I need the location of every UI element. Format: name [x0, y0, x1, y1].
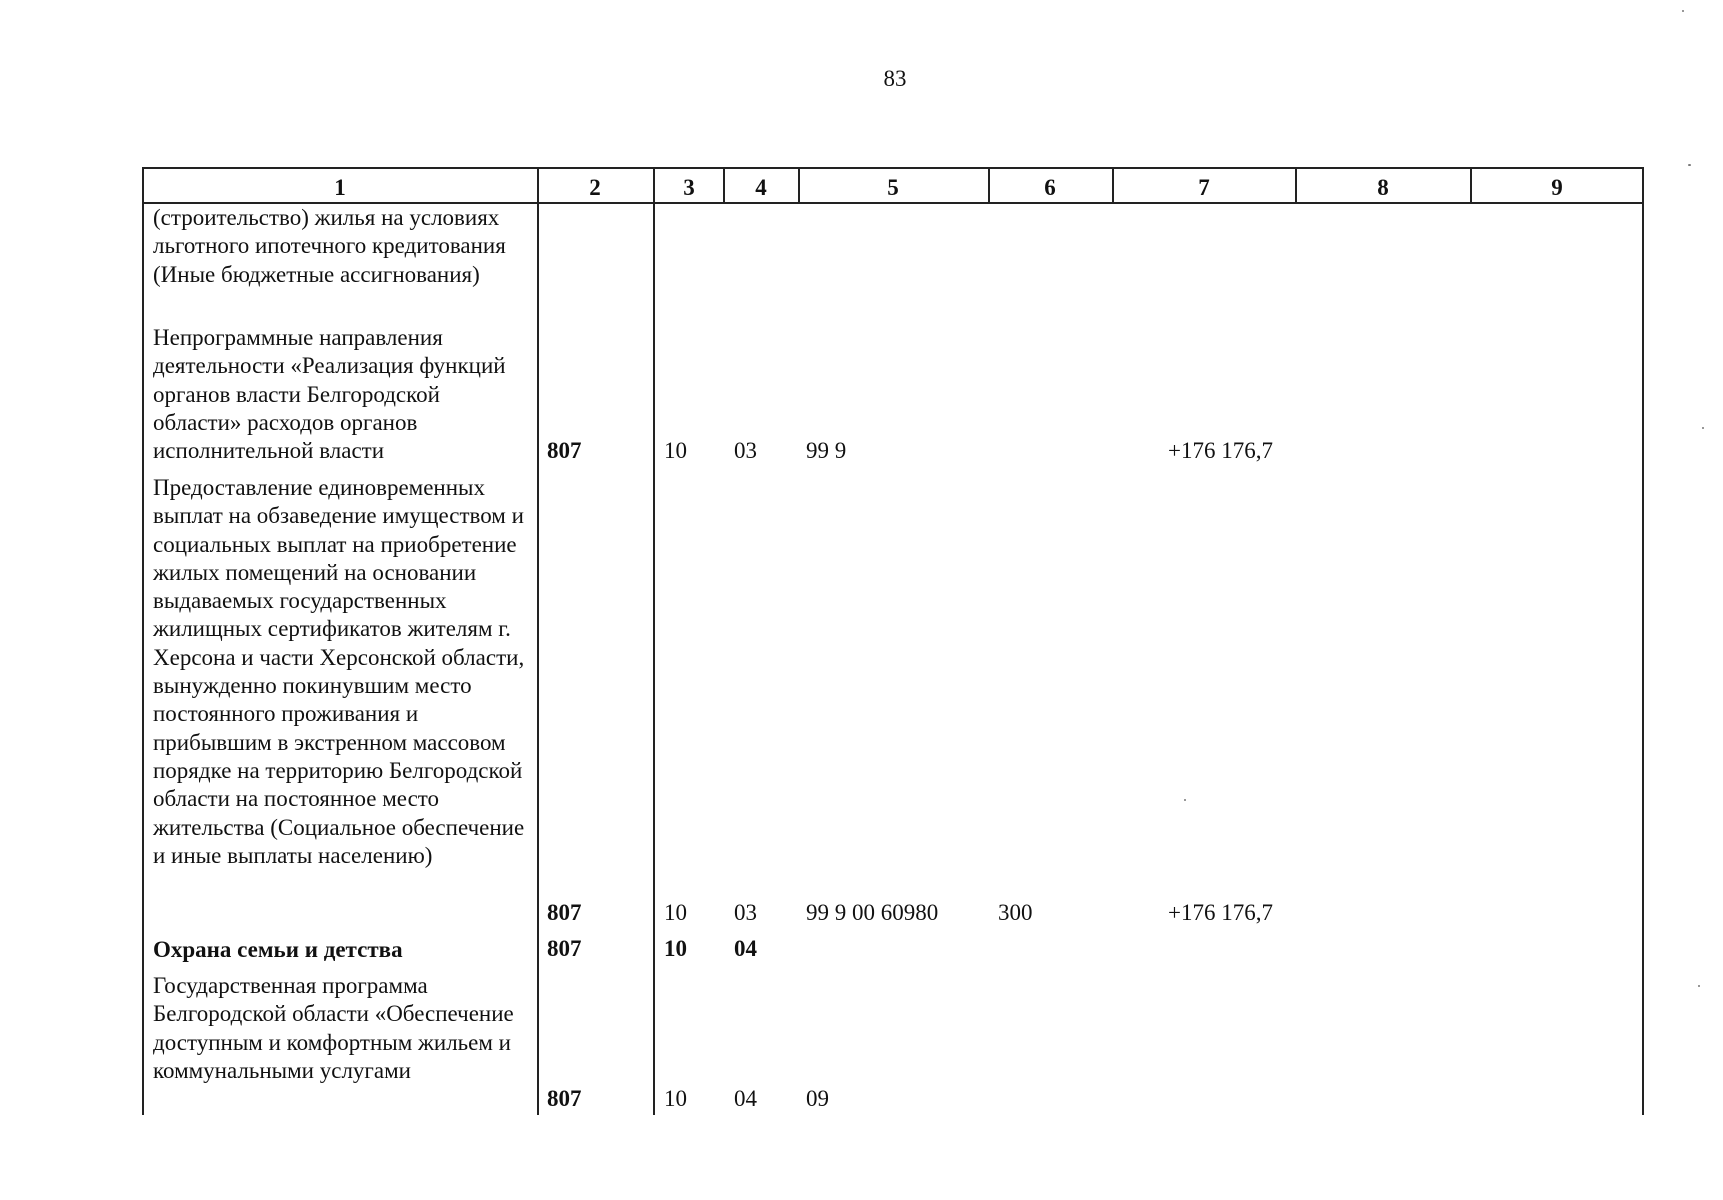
row-section: 10: [664, 936, 687, 961]
page-number: 83: [883, 66, 907, 91]
row-section: 10: [664, 1086, 687, 1111]
row-amount: +176 176,7: [1168, 438, 1273, 463]
column-divider: [723, 167, 725, 203]
column-divider: [798, 167, 800, 203]
row-target: 09: [806, 1086, 829, 1111]
column-divider: [1470, 167, 1472, 203]
column-header: 3: [683, 175, 695, 200]
column-divider: [988, 167, 990, 203]
row-target: 99 9: [806, 438, 847, 463]
column-header: 9: [1551, 175, 1563, 200]
row-description: (строительство) жилья на условиях льготного ипотечного кредитования (Иные бюджетные ассигнования): [153, 205, 506, 287]
row-subsection: 04: [734, 1086, 757, 1111]
row-amount: +176 176,7: [1168, 900, 1273, 925]
scan-speck: [1184, 799, 1186, 801]
row-subsection: 03: [734, 438, 757, 463]
scan-speck: [1688, 164, 1691, 166]
row-code: 807: [547, 936, 582, 961]
column-divider: [537, 167, 539, 1115]
column-divider: [653, 167, 655, 1115]
row-section: 10: [664, 438, 687, 463]
scan-speck: [1682, 10, 1684, 12]
column-header: 2: [589, 175, 601, 200]
scan-speck: [1698, 985, 1700, 987]
row-code: 807: [547, 1086, 582, 1111]
column-divider: [1112, 167, 1114, 203]
row-description: Предоставление единовременных выплат на обзаведение имуществом и социальных выплат на приобретение жилых помещений на основании выдаваемых государственных жилищных сертификатов жителям г. Херсона и части Херсонской области, вынужденно покинувшим место постоянного проживания и прибывшим в экстренном массовом порядке на территорию Белгородской области на постоянное место жительства (Социальное обеспечение и иные выплаты населению): [153, 475, 525, 868]
row-code: 807: [547, 900, 582, 925]
column-header: 6: [1044, 175, 1056, 200]
column-header: 4: [755, 175, 767, 200]
row-subsection: 03: [734, 900, 757, 925]
column-header: 8: [1377, 175, 1389, 200]
scan-speck: [1702, 427, 1704, 429]
row-section: 10: [664, 900, 687, 925]
column-header: 1: [334, 175, 346, 200]
row-subsection: 04: [734, 936, 757, 961]
row-target: 99 9 00 60980: [806, 900, 939, 925]
row-description: Непрограммные направления деятельности «Реализация функций органов власти Белгородской области» расходов органов исполнительной власти: [153, 325, 506, 464]
row-type: 300: [998, 900, 1033, 925]
row-description: Государственная программа Белгородской области «Обеспечение доступным и комфортным жильем и коммунальными услугами: [153, 973, 514, 1083]
column-header: 5: [887, 175, 899, 200]
row-description: Охрана семьи и детства: [153, 937, 403, 962]
column-divider: [1295, 167, 1297, 203]
row-code: 807: [547, 438, 582, 463]
column-header: 7: [1198, 175, 1210, 200]
